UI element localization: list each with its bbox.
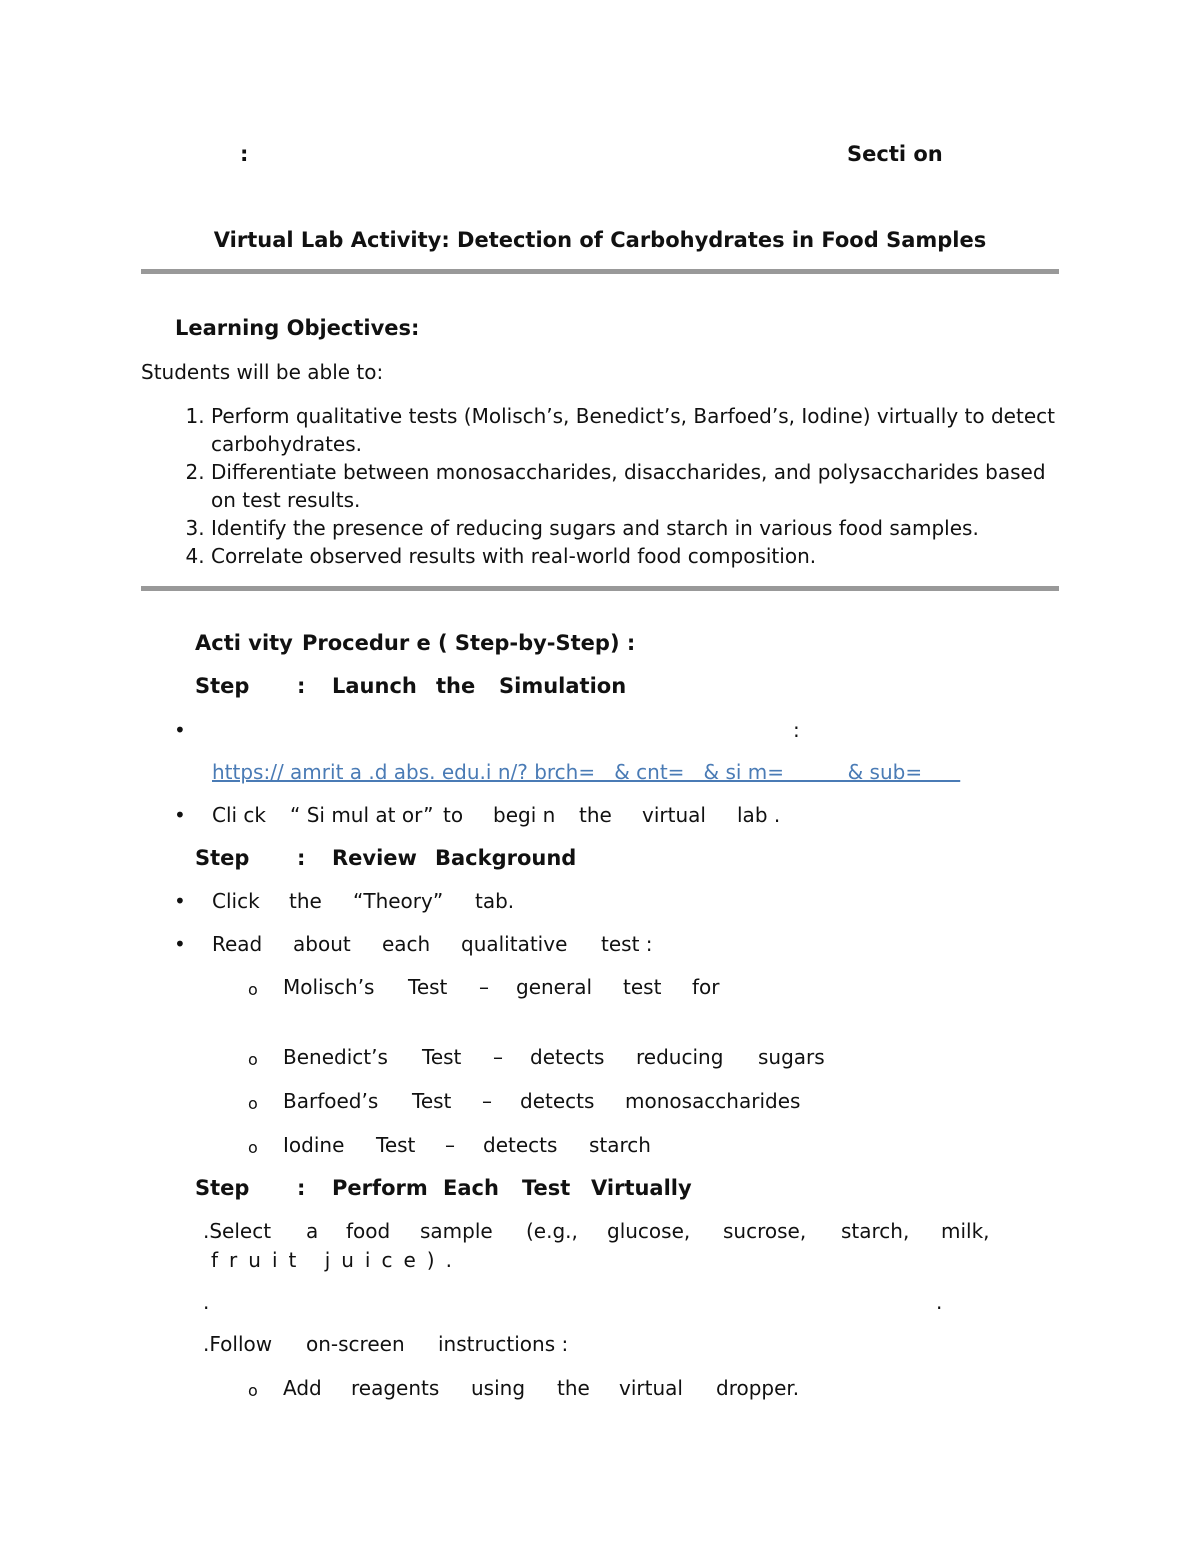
sub-bullet-icon: o <box>248 1138 258 1157</box>
section-label: Secti on <box>847 142 943 166</box>
test-word: general <box>516 975 593 999</box>
step3-word: Test <box>522 1176 571 1200</box>
step3-follow-word: on-screen <box>306 1332 405 1356</box>
step2-read-word: each <box>382 932 431 956</box>
step3-select-word: starch, <box>841 1219 910 1243</box>
step3-select-word: a <box>306 1219 319 1243</box>
objective-item: 4. Correlate observed results with real-world food composition. <box>211 542 1059 570</box>
step3-select-word: sucrose, <box>723 1219 807 1243</box>
procedure-heading-word: ( Step-by-Step) : <box>438 631 636 655</box>
step2-word: Background <box>435 846 577 870</box>
step1-click-word: virtual <box>642 803 706 827</box>
step2-theory-word: Click <box>212 889 260 913</box>
step3-select-continued: fruit juice). <box>211 1248 463 1272</box>
test-word: Test <box>376 1133 416 1157</box>
test-word: monosaccharides <box>625 1089 801 1113</box>
sub-bullet-icon: o <box>248 1050 258 1069</box>
step1-click-word: the <box>579 803 612 827</box>
objective-item: 1. Perform qualitative tests (Molisch’s, Benedict’s, Barfoed’s, Iodine) virtually to detect carbohydrates. <box>211 402 1059 458</box>
test-word: Test <box>412 1089 452 1113</box>
step1-word: Step <box>195 674 250 698</box>
step3-follow-word: instructions : <box>438 1332 569 1356</box>
test-word: detects <box>483 1133 558 1157</box>
objectives-heading: Learning Objectives: <box>175 316 420 340</box>
divider-top <box>141 269 1059 274</box>
step1-click-word: “ Si mul at or” <box>290 803 434 827</box>
step3-select-word: food <box>346 1219 391 1243</box>
procedure-heading-word: Acti vity <box>195 631 293 655</box>
step1-click-word: begi n <box>493 803 556 827</box>
step1-colon: : <box>793 718 800 742</box>
step1-word: : <box>297 674 306 698</box>
step3-sub-word: virtual <box>619 1376 683 1400</box>
step3-follow-word: .Follow <box>203 1332 273 1356</box>
header-colon: : <box>240 142 249 166</box>
step2-read-word: qualitative <box>461 932 568 956</box>
bullet-icon: • <box>174 889 186 913</box>
objective-item: 2. Differentiate between monosaccharides, disaccharides, and polysaccharides based on test results. <box>211 458 1059 514</box>
test-word: Test <box>408 975 448 999</box>
bullet-icon: • <box>174 803 186 827</box>
step3-select-word: (e.g., <box>526 1219 578 1243</box>
step1-word: Launch <box>332 674 417 698</box>
step3-sub-word: reagents <box>351 1376 440 1400</box>
test-word: reducing <box>636 1045 724 1069</box>
step1-click-word: to <box>443 803 464 827</box>
bullet-icon: • <box>174 932 186 956</box>
objective-item: 3. Identify the presence of reducing sugars and starch in various food samples. <box>211 514 1059 542</box>
sub-bullet-icon: o <box>248 980 258 999</box>
step2-theory-word: the <box>289 889 322 913</box>
step3-select-word: glucose, <box>607 1219 691 1243</box>
procedure-heading-word: Procedur e <box>302 631 431 655</box>
step2-theory-word: tab. <box>475 889 515 913</box>
step3-select-word: milk, <box>941 1219 990 1243</box>
step2-read-word: about <box>293 932 351 956</box>
test-word: Molisch’s <box>283 975 375 999</box>
sub-bullet-icon: o <box>248 1094 258 1113</box>
test-word: for <box>692 975 720 999</box>
step3-word: Perform <box>332 1176 428 1200</box>
test-word: Test <box>422 1045 462 1069</box>
step3-select-word: .Select <box>203 1219 272 1243</box>
step1-word: the <box>436 674 476 698</box>
test-word: sugars <box>758 1045 825 1069</box>
bullet-icon: • <box>174 718 186 742</box>
simulation-link[interactable]: https:// amrit a .d abs. edu.i n/? brch= & cnt= & si m= & sub= <box>212 760 961 784</box>
test-word: Benedict’s <box>283 1045 388 1069</box>
test-word: detects <box>530 1045 605 1069</box>
step3-sub-word: the <box>557 1376 590 1400</box>
step3-sub-word: using <box>471 1376 526 1400</box>
sub-bullet-icon: o <box>248 1381 258 1400</box>
step3-sub-word: Add <box>283 1376 322 1400</box>
test-word: test <box>623 975 662 999</box>
objectives-list <box>141 402 1059 570</box>
step3-dot-right: . <box>936 1290 943 1314</box>
step3-dot-left: . <box>203 1290 210 1314</box>
step3-select-word: sample <box>420 1219 493 1243</box>
step2-word: Review <box>332 846 417 870</box>
divider-middle <box>141 586 1059 591</box>
step2-word: : <box>297 846 306 870</box>
test-word: – <box>479 975 489 999</box>
test-word: – <box>482 1089 492 1113</box>
test-word: detects <box>520 1089 595 1113</box>
step2-word: Step <box>195 846 250 870</box>
step3-word: Each <box>443 1176 499 1200</box>
step3-word: Virtually <box>591 1176 692 1200</box>
step1-click-word: lab . <box>737 803 781 827</box>
step1-word: Simulation <box>499 674 627 698</box>
step3-word: Step <box>195 1176 250 1200</box>
test-word: Iodine <box>283 1133 345 1157</box>
step2-theory-word: “Theory” <box>353 889 444 913</box>
step3-sub-word: dropper. <box>716 1376 800 1400</box>
step3-word: : <box>297 1176 306 1200</box>
step2-read-word: test : <box>601 932 653 956</box>
step1-click-word: Cli ck <box>212 803 267 827</box>
objectives-intro: Students will be able to: <box>141 360 384 384</box>
test-word: – <box>445 1133 455 1157</box>
test-word: – <box>493 1045 503 1069</box>
test-word: Barfoed’s <box>283 1089 379 1113</box>
test-word: starch <box>589 1133 651 1157</box>
step2-read-word: Read <box>212 932 263 956</box>
page-title: Virtual Lab Activity: Detection of Carbohydrates in Food Samples <box>213 228 987 252</box>
